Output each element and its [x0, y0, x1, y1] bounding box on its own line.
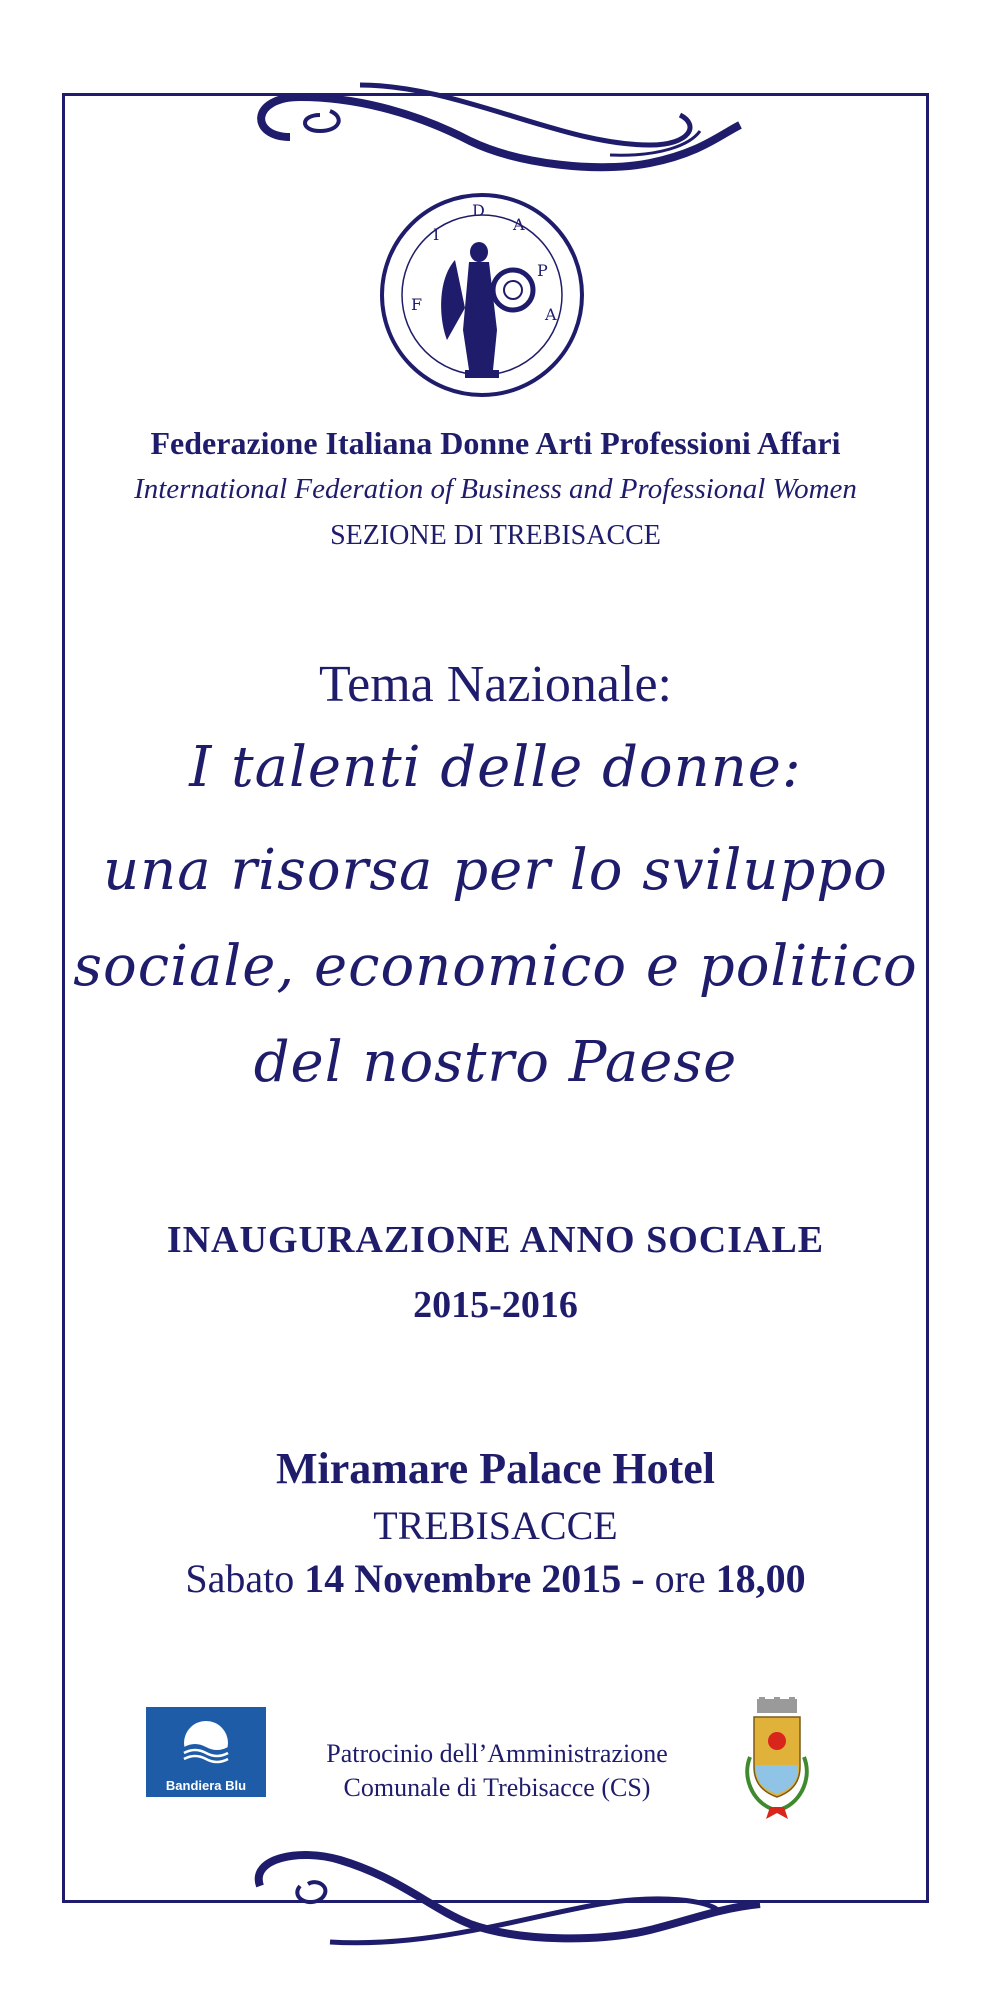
section-name: SEZIONE DI TREBISACCE [330, 520, 661, 551]
event-date-time [62, 1555, 929, 1602]
time-prefix: ore [654, 1556, 716, 1601]
trebisacce-coat-of-arms-icon [732, 1697, 822, 1827]
theme-line-1: I talenti delle donne: [189, 735, 802, 800]
event-date: 14 Novembre 2015 [304, 1556, 622, 1601]
patronage-line-1: Patrocinio dell’Amministrazione [326, 1739, 668, 1768]
patronage-line-2: Comunale di Trebisacce (CS) [343, 1773, 651, 1802]
logo-letter: D [472, 201, 485, 220]
event-title: INAUGURAZIONE ANNO SOCIALE [166, 1219, 825, 1261]
top-flourish [0, 45, 1000, 185]
theme-line-4: del nostro Paese [253, 1030, 738, 1095]
theme-line-3: sociale, economico e politico [73, 934, 918, 999]
bottom-flourish [0, 1838, 1000, 1978]
federation-italian-name: Federazione Italiana Donne Arti Professioni Affari [150, 425, 841, 461]
federation-english-name: International Federation of Business and Professional Women [134, 473, 857, 505]
logo-letter: A [545, 305, 557, 324]
event-years: 2015-2016 [413, 1284, 578, 1326]
theme-label: Tema Nazionale: [319, 656, 672, 713]
bandiera-blu-label: Bandiera Blu [165, 1778, 247, 1793]
logo-letter: P [537, 261, 548, 280]
bandiera-blu-logo [146, 1707, 266, 1797]
day-prefix: Sabato [185, 1556, 305, 1601]
patronage-text [282, 1737, 712, 1805]
date-separator: - [621, 1556, 655, 1601]
logo-letter: I [433, 225, 440, 244]
venue-name: Miramare Palace Hotel [276, 1444, 715, 1493]
logo-letter: A [513, 215, 525, 234]
wing-shape [441, 260, 465, 340]
logo-letter: F [411, 295, 423, 314]
theme-line-2: una risorsa per lo sviluppo [103, 838, 888, 903]
event-time: 18,00 [715, 1556, 806, 1601]
fidapa-logo [377, 190, 587, 400]
venue-city: TREBISACCE [373, 1503, 618, 1548]
